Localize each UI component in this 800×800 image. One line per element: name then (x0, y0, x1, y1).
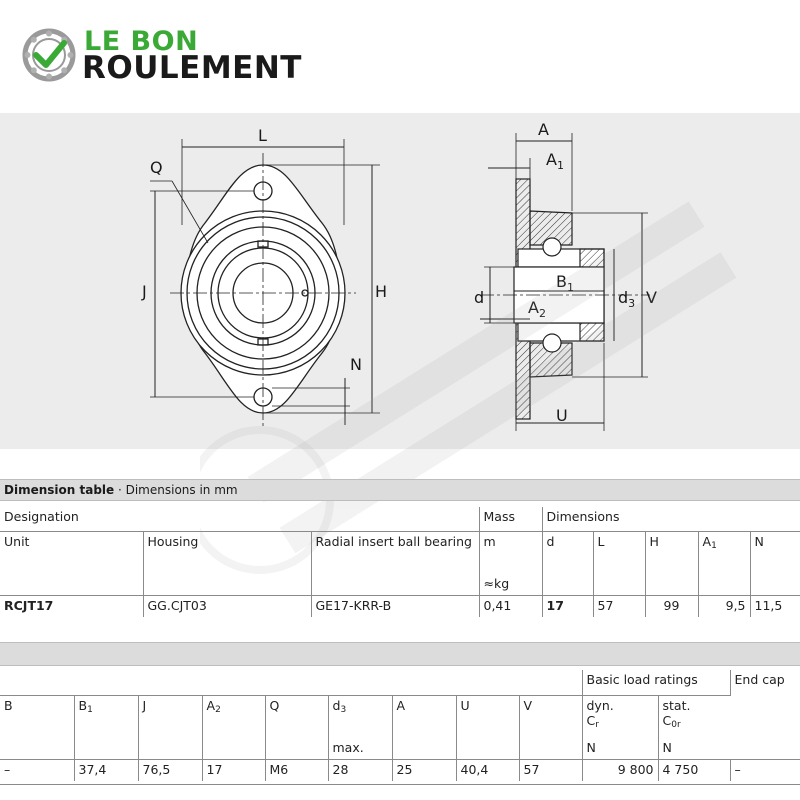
dimension-table-continued (0, 670, 800, 781)
cell-H: 99 (645, 595, 698, 617)
col-L: L (593, 531, 645, 595)
cell-housing: GG.CJT03 (143, 595, 311, 617)
dim-label-U: U (556, 406, 568, 425)
cell-J: 76,5 (138, 759, 202, 781)
cell-d: 17 (542, 595, 593, 617)
col-housing: Housing (143, 531, 311, 595)
col-mass: m ≈kg (479, 531, 542, 595)
brand-name-line1: LE BON (84, 26, 199, 57)
brand-name-line2: ROULEMENT (82, 50, 302, 86)
cell-Q: M6 (265, 759, 328, 781)
dim-label-d: d (474, 288, 485, 307)
dim-label-L: L (258, 126, 267, 145)
cell-A: 25 (392, 759, 456, 781)
col-d3-note: max. (332, 739, 364, 755)
cell-C0r: 4 750 (658, 759, 730, 781)
col-mass-unit: ≈kg (483, 575, 510, 591)
cell-B1: 37,4 (74, 759, 138, 781)
dim-label-J: J (142, 282, 147, 301)
dim-label-H: H (375, 282, 388, 301)
col-N: N (750, 531, 800, 595)
header (0, 0, 800, 112)
cell-B: – (0, 759, 74, 781)
dimension-table-title: Dimension table · Dimensions in mm (4, 483, 238, 497)
cell-A2: 17 (202, 759, 265, 781)
dimension-table (0, 507, 800, 617)
cell-U: 40,4 (456, 759, 519, 781)
cell-unit: RCJT17 (0, 595, 143, 617)
col-insert: Radial insert ball bearing (311, 531, 479, 595)
header-load-ratings: Basic load ratings (582, 670, 730, 695)
front-view (150, 139, 380, 429)
technical-drawing (0, 113, 800, 449)
cell-mass: 0,41 (479, 595, 542, 617)
col-d: d (542, 531, 593, 595)
col-Q: Q (265, 695, 328, 759)
cell-N: 11,5 (754, 597, 783, 613)
dim-label-A2: $A_2$ (528, 298, 546, 320)
header-mass: Mass (479, 507, 542, 531)
dim-label-A1: $A_1$ (546, 150, 564, 172)
col-H: H (645, 531, 698, 595)
header-dimensions: Dimensions (542, 507, 800, 531)
dim-label-B1: $B_1$ (556, 272, 574, 294)
col-d3: $d_3$ max. (328, 695, 392, 759)
dim-label-d3: $d_3$ (618, 288, 636, 310)
header-designation: Designation (0, 507, 479, 531)
table2-title-bar (0, 642, 800, 666)
cell-d3: 28 (328, 759, 392, 781)
col-unit: Unit (0, 531, 143, 595)
cell-Cr: 9 800 (582, 759, 658, 781)
col-A2: $A_2$ (202, 695, 265, 759)
dimension-table-title-bar (0, 479, 800, 501)
col-dyn: dyn. $C_r$ N (582, 695, 658, 759)
col-V: V (519, 695, 582, 759)
col-U: U (456, 695, 519, 759)
col-stat: stat. $C_{0r}$ N (662, 697, 691, 755)
dim-label-V: V (646, 288, 657, 307)
dim-label-N: N (350, 355, 362, 374)
dim-label-A: A (538, 120, 549, 139)
cell-endcap: – (730, 759, 800, 781)
cell-L: 57 (593, 595, 645, 617)
col-B1: $B_1$ (74, 695, 138, 759)
drawing-svg (0, 113, 800, 449)
cell-V: 57 (519, 759, 582, 781)
header-end-cap: End cap (734, 672, 785, 687)
cell-A1: 9,5 (698, 595, 750, 617)
table-bottom-rule (0, 784, 800, 785)
col-A1: $A_1$ (698, 531, 750, 595)
dim-label-Q: Q (150, 158, 163, 177)
cell-insert: GE17-KRR-B (311, 595, 479, 617)
bearing-check-icon (22, 28, 76, 82)
col-A: A (392, 695, 456, 759)
col-B: B (0, 695, 74, 759)
col-J: J (138, 695, 202, 759)
